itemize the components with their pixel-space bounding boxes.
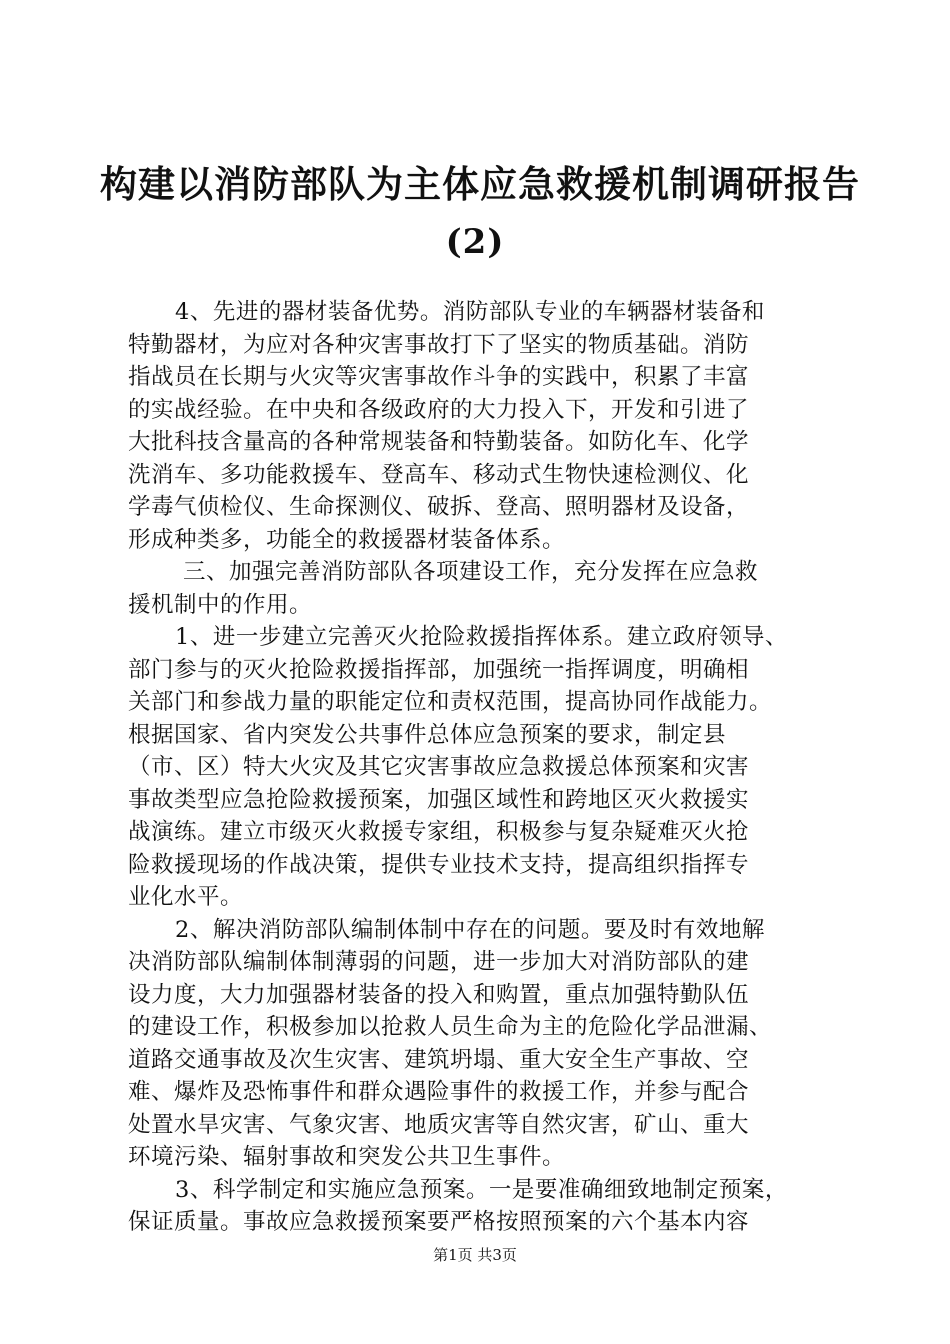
paragraph-line: 险救援现场的作战决策，提供专业技术支持，提高组织指挥专 bbox=[128, 851, 750, 878]
paragraph-line: 决消防部队编制体制薄弱的问题，进一步加大对消防部队的建 bbox=[128, 949, 750, 975]
page-footer: 第1页 共3页 bbox=[433, 1246, 517, 1264]
paragraph-line: 指战员在长期与火灾等灾害事故作斗争的实践中，积累了丰富 bbox=[128, 364, 750, 390]
paragraph-line: 难、爆炸及恐怖事件和群众遇险事件的救援工作，并参与配合 bbox=[128, 1079, 750, 1105]
section-heading-line: 援机制中的作用。 bbox=[128, 591, 313, 618]
document-body bbox=[128, 296, 828, 1239]
paragraph-line: 洗消车、多功能救援车、登高车、移动式生物快速检测仪、化 bbox=[128, 461, 750, 488]
paragraph-line: 形成种类多，功能全的救援器材装备体系。 bbox=[128, 526, 566, 553]
paragraph-line: 大批科技含量高的各种常规装备和特勤装备。如防化车、化学 bbox=[128, 429, 750, 455]
paragraph-line: 战演练。建立市级灭火救援专家组，积极参与复杂疑难灭火抢 bbox=[128, 819, 750, 845]
paragraph-line: （市、区）特大火灾及其它灾害事故应急救援总体预案和灾害 bbox=[128, 754, 750, 780]
paragraph-line: 2、解决消防部队编制体制中存在的问题。要及时有效地解 bbox=[175, 916, 765, 943]
section-heading-line: 三、加强完善消防部队各项建设工作，充分发挥在应急救 bbox=[183, 559, 759, 585]
paragraph-line: 的实战经验。在中央和各级政府的大力投入下，开发和引进了 bbox=[128, 396, 750, 423]
document-title: 构建以消防部队为主体应急救援机制调研报告 bbox=[100, 162, 860, 206]
paragraph-line: 3、科学制定和实施应急预案。一是要准确细致地制定预案， bbox=[175, 1176, 788, 1203]
paragraph-line: 事故类型应急抢险救援预案，加强区域性和跨地区灭火救援实 bbox=[128, 786, 750, 813]
document-title-suffix: (2) bbox=[445, 222, 505, 262]
paragraph-line: 设力度，大力加强器材装备的投入和购置，重点加强特勤队伍 bbox=[128, 981, 750, 1008]
paragraph-line: 4、先进的器材装备优势。消防部队专业的车辆器材装备和 bbox=[175, 299, 765, 325]
paragraph-line: 特勤器材，为应对各种灾害事故打下了坚实的物质基础。消防 bbox=[128, 331, 750, 358]
paragraph-line: 部门参与的灭火抢险救援指挥部，加强统一指挥调度，明确相 bbox=[128, 656, 750, 683]
paragraph-line: 1、进一步建立完善灭火抢险救援指挥体系。建立政府领导、 bbox=[175, 624, 788, 650]
paragraph-line: 保证质量。事故应急救援预案要严格按照预案的六个基本内容 bbox=[128, 1209, 750, 1235]
paragraph-line: 处置水旱灾害、气象灾害、地质灾害等自然灾害，矿山、重大 bbox=[128, 1111, 750, 1138]
paragraph-line: 关部门和参战力量的职能定位和责权范围，提高协同作战能力。 bbox=[128, 689, 773, 715]
paragraph-line: 业化水平。 bbox=[128, 884, 244, 910]
paragraph-line: 的建设工作，积极参加以抢救人员生命为主的危险化学品泄漏、 bbox=[128, 1014, 773, 1040]
paragraph-line: 环境污染、辐射事故和突发公共卫生事件。 bbox=[128, 1144, 566, 1170]
paragraph-line: 根据国家、省内突发公共事件总体应急预案的要求，制定县 bbox=[128, 721, 727, 748]
paragraph-line: 道路交通事故及次生灾害、建筑坍塌、重大安全生产事故、空 bbox=[128, 1046, 750, 1073]
paragraph-line: 学毒气侦检仪、生命探测仪、破拆、登高、照明器材及设备， bbox=[128, 494, 750, 520]
